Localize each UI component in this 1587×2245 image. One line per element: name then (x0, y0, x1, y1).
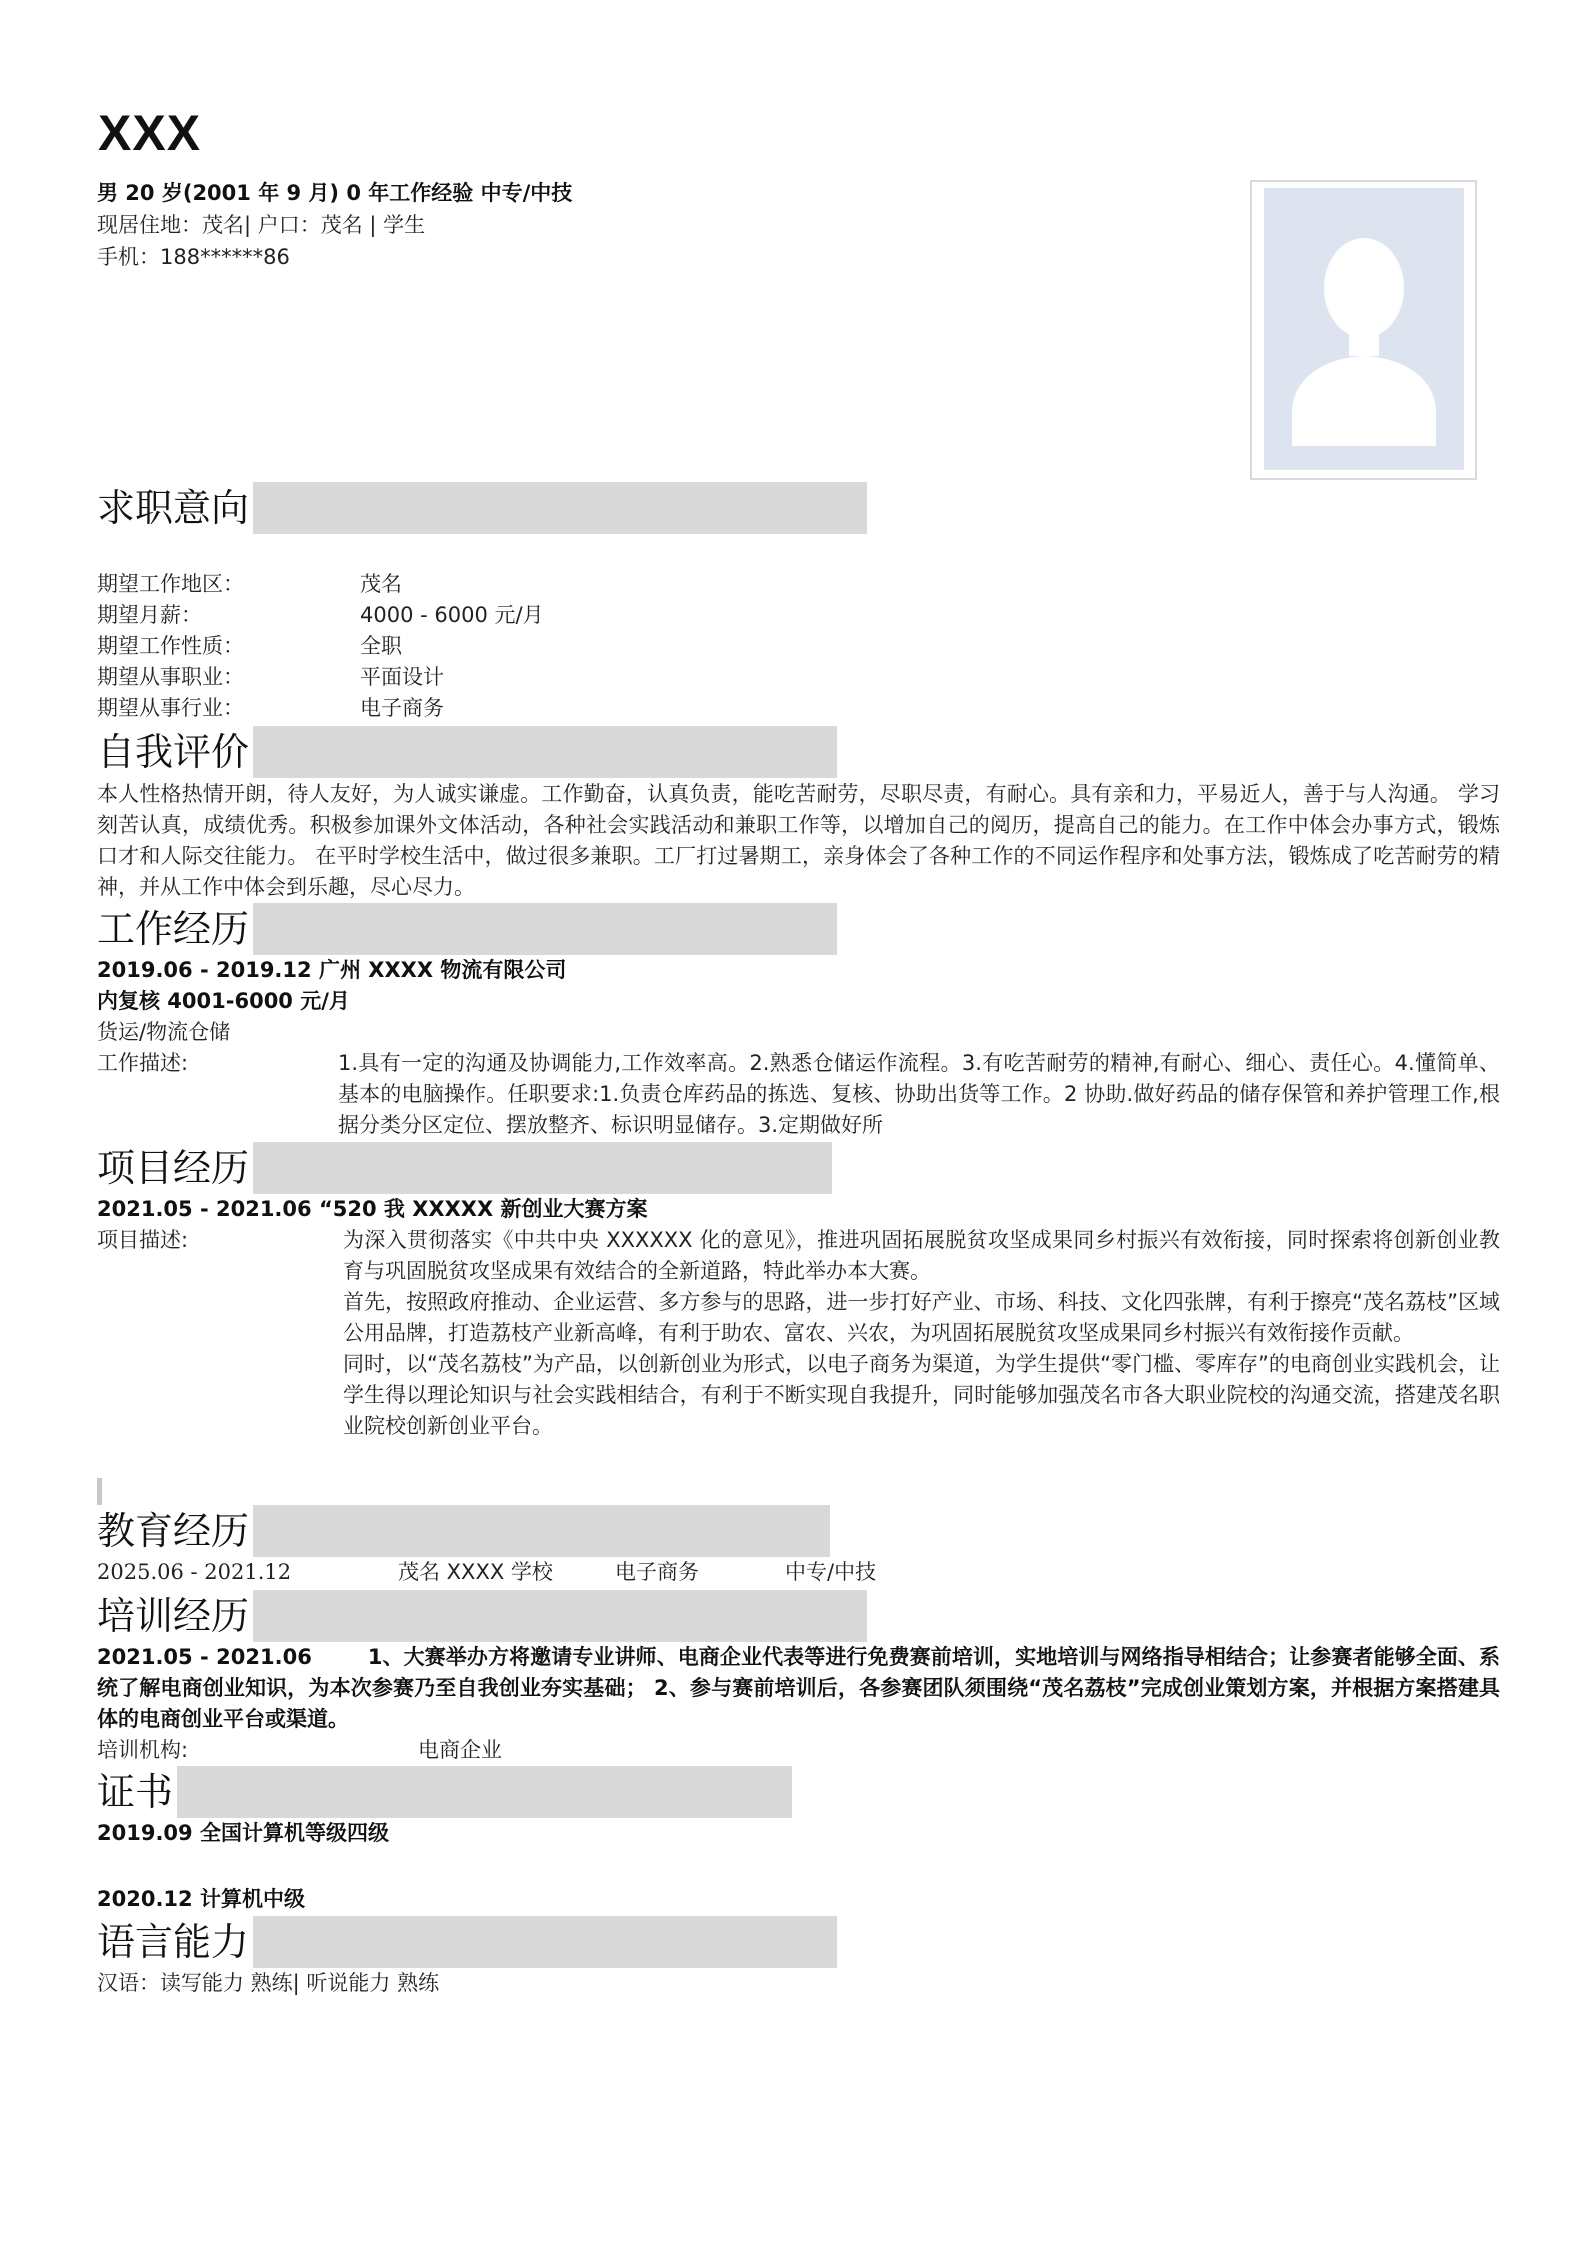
project-period-title: 2021.05 - 2021.06 “520 我 XXXXX 新创业大赛方案 (97, 1197, 648, 1221)
work-category: 货运/物流仓储 (97, 1020, 231, 1044)
basic-info-line: 男 20 岁(2001 年 9 月) 0 年工作经验 中专/中技 (97, 181, 573, 205)
decorative-mark (97, 1478, 102, 1508)
intent-value-type: 全职 (360, 634, 402, 658)
work-desc-label: 工作描述: (97, 1051, 189, 1075)
section-title-work: 工作经历 (97, 903, 253, 955)
section-title-edu: 教育经历 (97, 1505, 253, 1557)
work-period-company: 2019.06 - 2019.12 广州 XXXX 物流有限公司 (97, 958, 567, 982)
train-period: 2021.05 - 2021.06 (97, 1645, 312, 1669)
section-title-self: 自我评价 (97, 726, 253, 778)
section-title-cert: 证书 (97, 1766, 177, 1818)
project-paragraph: 为深入贯彻落实《中共中央 XXXXXX 化的意见》，推进巩固拓展脱贫攻坚成果同乡村振兴有效衔接，同时探索将创新创业教育与巩固脱贫攻坚成果有效结合的全新道路，特此举办本大赛。 (343, 1228, 1500, 1283)
person-silhouette-icon (1264, 188, 1464, 470)
intent-value-industry: 电子商务 (360, 696, 444, 720)
intent-label-job: 期望从事职业： (97, 665, 244, 689)
intent-label-industry: 期望从事行业： (97, 696, 244, 720)
intent-value-job: 平面设计 (360, 665, 444, 689)
phone-line: 手机：188******86 (97, 245, 290, 269)
intent-label-location: 期望工作地区： (97, 572, 244, 596)
train-desc: 1、大赛举办方将邀请专业讲师、电商企业代表等进行免费赛前培训，实地培训与网络指导相结合；让参赛者能够全面、系统了解电商创业知识，为本次参赛乃至自我创业夯实基础； 2、参与赛前培训后，各参赛团队须围绕“茂名荔枝”完成创业策划方案，并根据方案搭建具体的电商创业平台或渠道。 (97, 1645, 1500, 1731)
project-desc-label: 项目描述: (97, 1228, 189, 1252)
cert-item: 2019.09 全国计算机等级四级 (97, 1821, 389, 1845)
language-text: 汉语：读写能力 熟练| 听说能力 熟练 (97, 1971, 440, 1995)
edu-period: 2025.06 - 2021.12 (97, 1560, 292, 1584)
intent-label-type: 期望工作性质： (97, 634, 244, 658)
train-org: 电商企业 (418, 1738, 502, 1762)
project-paragraph: 首先，按照政府推动、企业运营、多方参与的思路，进一步打好产业、市场、科技、文化四张牌，有利于擦亮“茂名荔枝”区域公用品牌，打造荔枝产业新高峰，有利于助农、富农、兴农，为巩固拓展脱贫攻坚成果同乡村振兴有效衔接作贡献。 (343, 1290, 1500, 1345)
project-description (343, 1225, 1500, 1442)
work-description: 1.具有一定的沟通及协调能力,工作效率高。2.熟悉仓储运作流程。3.有吃苦耐劳的精神,有耐心、细心、责任心。4.懂简单、基本的电脑操作。任职要求:1.负责仓库药品的拣选、复核、协助出货等工作。2 协助.做好药品的储存保管和养护管理工作,根据分类分区定位、摆放整齐、标识明显储存。3.定期做好所 (338, 1051, 1500, 1137)
residence-line: 现居住地：茂名| 户口：茂名 | 学生 (97, 213, 426, 237)
self-evaluation-text: 本人性格热情开朗，待人友好，为人诚实谦虚。工作勤奋，认真负责，能吃苦耐劳，尽职尽责，有耐心。具有亲和力，平易近人，善于与人沟通。 学习刻苦认真，成绩优秀。积极参加课外文体活动，各种社会实践活动和兼职工作等，以增加自己的阅历，提高自己的能力。在工作中体会办事方式，锻炼口才和人际交往能力。 在平时学校生活中，做过很多兼职。工厂打过暑期工，亲身体会了各种工作的不同运作程序和处事方法，锻炼成了吃苦耐劳的精神，并从工作中体会到乐趣，尽心尽力。 (97, 782, 1500, 899)
candidate-name: XXX (98, 105, 202, 161)
profile-photo (1250, 180, 1477, 480)
work-position-salary: 内复核 4001-6000 元/月 (97, 989, 350, 1013)
training-description (97, 1642, 1500, 1735)
train-org-label: 培训机构: (97, 1738, 189, 1762)
intent-value-salary: 4000 - 6000 元/月 (360, 603, 544, 627)
section-title-intent: 求职意向 (97, 482, 253, 534)
section-title-train: 培训经历 (97, 1590, 253, 1642)
cert-item: 2020.12 计算机中级 (97, 1887, 305, 1911)
section-bar-cert (97, 1766, 792, 1818)
section-title-project: 项目经历 (97, 1142, 253, 1194)
intent-value-location: 茂名 (360, 572, 402, 596)
edu-major: 电子商务 (615, 1560, 699, 1584)
edu-degree: 中专/中技 (785, 1560, 877, 1584)
edu-school: 茂名 XXXX 学校 (398, 1560, 553, 1584)
section-title-lang: 语言能力 (97, 1916, 253, 1968)
project-paragraph: 同时，以“茂名荔枝”为产品，以创新创业为形式，以电子商务为渠道，为学生提供“零门槛、零库存”的电商创业实践机会，让学生得以理论知识与社会实践相结合，有利于不断实现自我提升，同时能够加强茂名市各大职业院校的沟通交流，搭建茂名职业院校创新创业平台。 (343, 1352, 1500, 1438)
intent-label-salary: 期望月薪： (97, 603, 202, 627)
